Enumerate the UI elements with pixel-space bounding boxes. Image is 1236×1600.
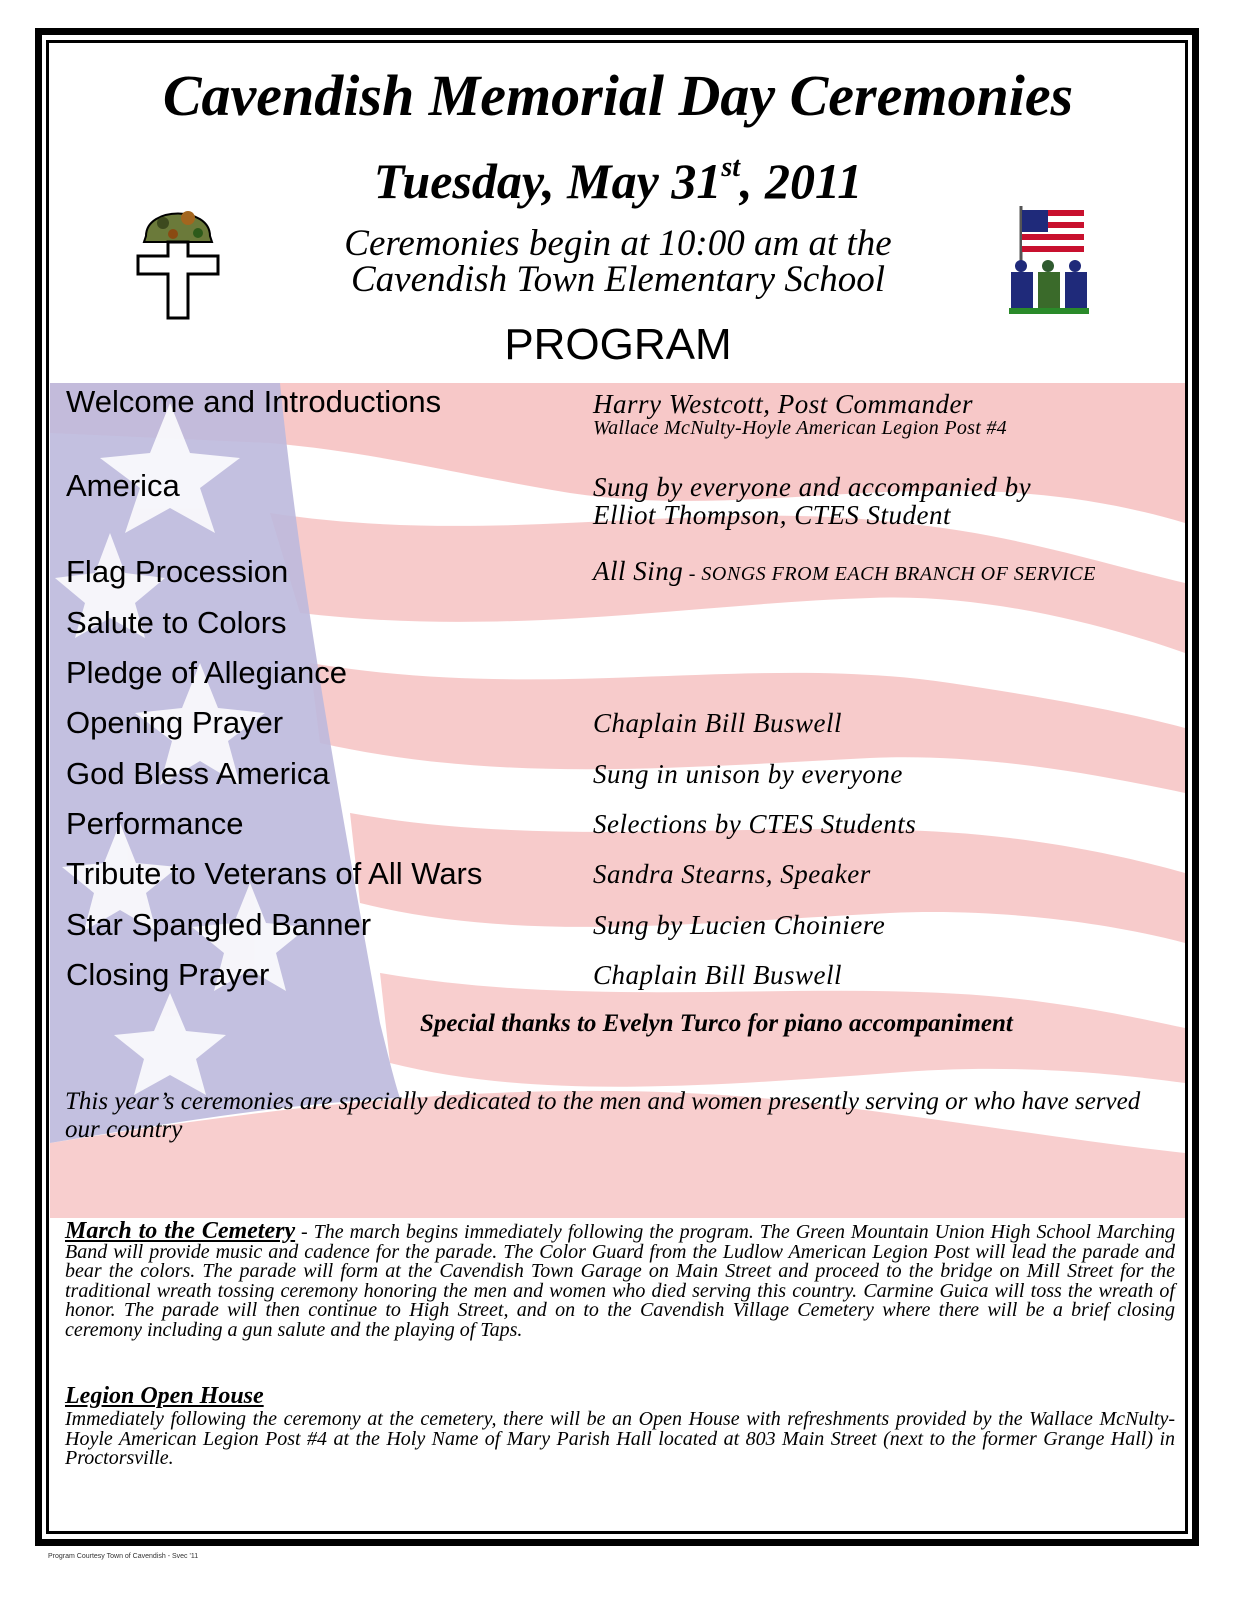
dedication-text: This year’s ceremonies are specially dedicated to the men and women presently serving or who have served our country bbox=[65, 1088, 1141, 1143]
all-sing-label: All Sing bbox=[593, 556, 684, 586]
program-item-god-bless: God Bless America bbox=[66, 756, 330, 791]
program-detail-performance: Selections by CTES Students bbox=[593, 809, 917, 839]
event-date bbox=[0, 152, 1236, 210]
location-line: Cavendish Town Elementary School bbox=[350, 259, 886, 300]
program-item-america: America bbox=[66, 468, 180, 503]
program-detail-tribute: Sandra Stearns, Speaker bbox=[593, 859, 871, 889]
program-item-opening-prayer: Opening Prayer bbox=[66, 705, 284, 740]
legion-heading: Legion Open House bbox=[65, 1383, 264, 1409]
program-detail-anthem: Sung by Lucien Choiniere bbox=[593, 910, 886, 940]
march-heading: March to the Cemetery bbox=[65, 1218, 296, 1244]
program-detail-america-2: Elliot Thompson, CTES Student bbox=[593, 500, 952, 530]
program-detail-god-bless: Sung in unison by everyone bbox=[593, 759, 903, 789]
program-heading: PROGRAM bbox=[504, 320, 732, 369]
program-item-anthem: Star Spangled Banner bbox=[66, 907, 372, 942]
start-time-line: Ceremonies begin at 10:00 am at the bbox=[344, 223, 892, 264]
footer-credit: Program Courtesy Town of Cavendish - Svec '11 bbox=[48, 1553, 199, 1560]
program-detail-closing-prayer: Chaplain Bill Buswell bbox=[593, 960, 843, 990]
all-sing-note: - SONGS FROM EACH BRANCH OF SERVICE bbox=[683, 563, 1096, 585]
program-item-closing-prayer: Closing Prayer bbox=[66, 957, 270, 992]
special-thanks: Special thanks to Evelyn Turco for piano accompaniment bbox=[420, 1010, 1013, 1037]
program-detail-flag-procession bbox=[593, 556, 1096, 587]
program-item-pledge: Pledge of Allegiance bbox=[66, 655, 347, 690]
event-date-main: Tuesday, May 31 bbox=[373, 153, 722, 209]
program-detail-welcome: Harry Westcott, Post Commander bbox=[593, 389, 973, 419]
program-subdetail-welcome: Wallace McNulty-Hoyle American Legion Post #4 bbox=[593, 417, 1007, 439]
march-section bbox=[65, 1218, 1175, 1341]
program-item-salute: Salute to Colors bbox=[66, 605, 287, 640]
march-text: - The march begins immediately following the program. The Green Mountain Union High School Marching Band will provide music and cadence for the parade. The Color Guard from the Ludlow American Legion Post will lead the parade and bear the colors. The parade will form at the Cavendish Town Garage on Main Street and proceed to the bridge on Mill Street for the traditional wreath tossing ceremony honoring the men and women who died serving this country. Carmine Guica will toss the wreath of honor. The parade will then continue to High Street, and on to the Cavendish Village Cemetery where there will be a brief closing ceremony including a gun salute and the playing of Taps. bbox=[65, 1221, 1175, 1341]
legion-text: Immediately following the ceremony at the cemetery, there will be an Open House with refreshments provided by the Wallace McNulty-Hoyle American Legion Post #4 at the Holy Name of Mary Parish Hall located at 803 Main Street (next to the former Grange Hall) in Proctorsville. bbox=[65, 1408, 1175, 1469]
program-item-tribute: Tribute to Veterans of All Wars bbox=[66, 856, 483, 891]
program-detail-america: Sung by everyone and accompanied by bbox=[593, 472, 1032, 502]
program-item-welcome: Welcome and Introductions bbox=[66, 384, 442, 419]
program-item-performance: Performance bbox=[66, 806, 244, 841]
program-detail-opening-prayer: Chaplain Bill Buswell bbox=[593, 708, 843, 738]
program-item-flag-procession: Flag Procession bbox=[66, 554, 289, 589]
event-date-year: , 2011 bbox=[740, 153, 863, 209]
event-date-suffix: st bbox=[721, 152, 741, 183]
page-title: Cavendish Memorial Day Ceremonies bbox=[162, 63, 1074, 128]
